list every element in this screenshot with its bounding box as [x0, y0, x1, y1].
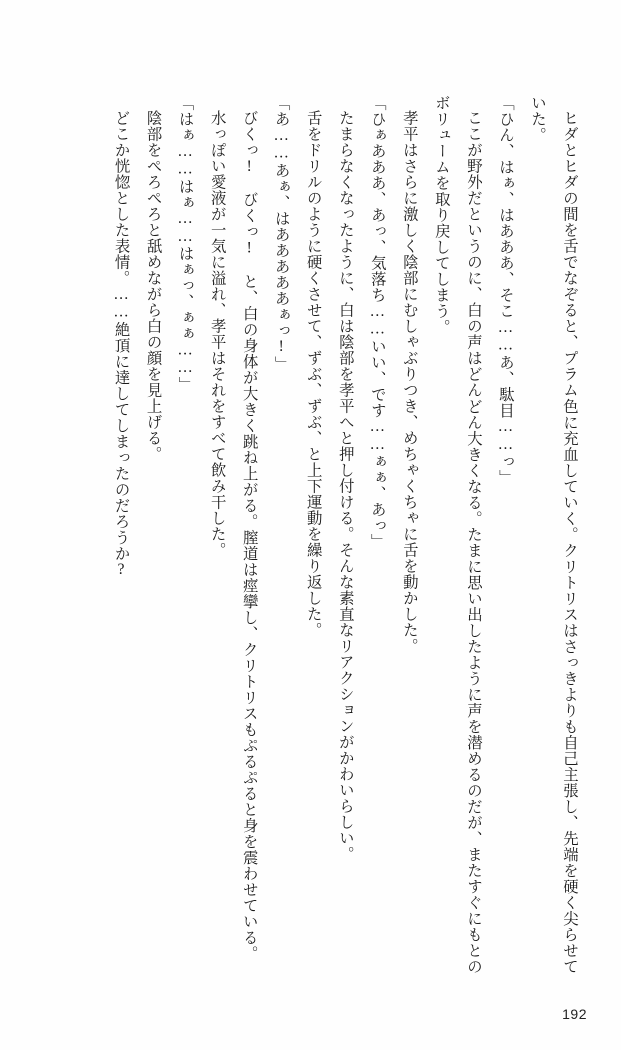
- paragraph: ヒダとヒダの間を舌でなぞると、プラム色に充血していく。クリトリスはさっきよりも自己主張し、先端を硬く尖らせていた。: [528, 95, 578, 975]
- paragraph: 「はぁ……はぁ……はぁっ、ぁぁ……」: [176, 95, 194, 393]
- paragraph: びくっ! びくっ! と、白の身体が大きく跳ね上がる。膣道は痙攣し、クリトリスもぷるぷると身を震わせている。: [240, 110, 258, 962]
- page-number: 192: [562, 1006, 587, 1022]
- paragraph: 「ひぁあああ、あっ、気落ち……いい、です……ぁぁ、あっ」: [368, 95, 386, 550]
- paragraph: 水っぽい愛液が一気に溢れ、孝平はそれをすべて飲み干した。: [208, 110, 226, 559]
- paragraph: ここが野外だというのに、白の声はどんどん大きくなる。たまに思い出したように声を潜めるのだが、またすぐにもとのボリュームを取り戻してしまう。: [432, 95, 482, 975]
- paragraph: どこか恍惚とした表情。……絶頂に達してしまったのだろうか?: [112, 110, 130, 580]
- paragraph: たまらなくなったように、白は陰部を孝平へと押し付ける。そんな素直なリアクションがかわいらしい。: [336, 110, 354, 863]
- paragraph: 孝平はさらに激しく陰部にむしゃぶりつき、めちゃくちゃに舌を動かした。: [400, 110, 418, 655]
- paragraph: 舌をドリルのように硬くさせて、ずぶ、ずぶ、と上下運動を繰り返した。: [304, 110, 322, 639]
- vertical-text-body: [56, 95, 585, 975]
- paragraph: 「あ……あぁ、はあああああぁっ!」: [272, 95, 290, 372]
- paragraph: 「ひん、はぁ、はあああ、そこ……あ、駄目……っ」: [496, 95, 514, 486]
- paragraph: 陰部をぺろぺろと舐めながら白の顔を見上げる。: [144, 110, 162, 463]
